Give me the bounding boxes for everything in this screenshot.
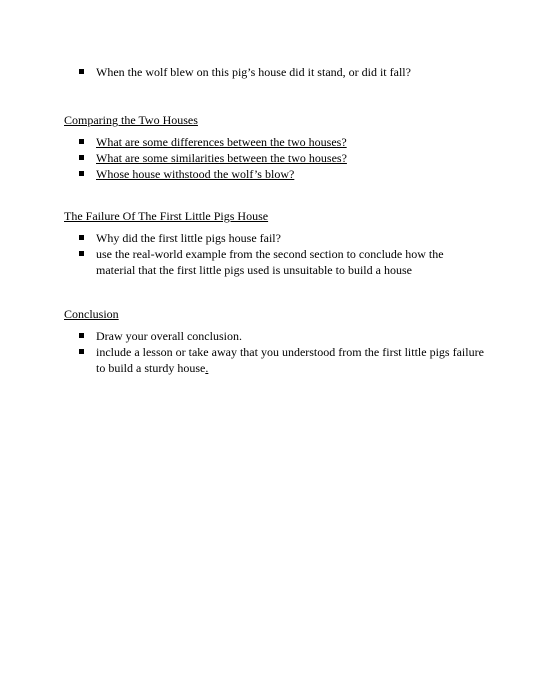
- square-bullet-icon: [79, 155, 84, 160]
- list-item-text: include a lesson or take away that you understood from the first little pigs failure to build a sturdy house: [96, 345, 484, 375]
- section-heading: Comparing the Two Houses: [64, 113, 198, 127]
- list-item: [64, 64, 484, 80]
- section-comparing-houses: [64, 112, 484, 182]
- square-bullet-icon: [79, 69, 84, 74]
- section-heading: Conclusion: [64, 307, 119, 321]
- section-first-house-failure: [64, 208, 484, 278]
- section-heading: The Failure Of The First Little Pigs House: [64, 209, 269, 223]
- square-bullet-icon: [79, 139, 84, 144]
- section-wolf-question: [64, 64, 484, 80]
- list-item: [64, 246, 484, 278]
- list-item-text: What are some differences between the two houses?: [96, 135, 347, 149]
- bullet-list: [64, 134, 484, 182]
- list-item: [64, 328, 484, 344]
- list-item-text: use the real-world example from the second section to conclude how the material that the first little pigs used is unsuitable to build a house: [96, 247, 444, 277]
- list-item-text: Whose house withstood the wolf’s blow?: [96, 167, 295, 181]
- trailing-period: .: [205, 361, 209, 375]
- list-item-text: When the wolf blew on this pig’s house did it stand, or did it fall?: [96, 65, 411, 79]
- square-bullet-icon: [79, 251, 84, 256]
- list-item-text: Draw your overall conclusion.: [96, 329, 242, 343]
- list-item-text: Why did the first little pigs house fail?: [96, 231, 281, 245]
- list-item: [64, 150, 484, 166]
- bullet-list: [64, 328, 484, 376]
- bullet-list: [64, 64, 484, 80]
- list-item: [64, 166, 484, 182]
- square-bullet-icon: [79, 333, 84, 338]
- square-bullet-icon: [79, 349, 84, 354]
- square-bullet-icon: [79, 171, 84, 176]
- list-item: [64, 134, 484, 150]
- list-item: [64, 344, 484, 376]
- list-item-text: What are some similarities between the two houses?: [96, 151, 347, 165]
- square-bullet-icon: [79, 235, 84, 240]
- bullet-list: [64, 230, 484, 278]
- list-item: [64, 230, 484, 246]
- section-conclusion: [64, 306, 484, 376]
